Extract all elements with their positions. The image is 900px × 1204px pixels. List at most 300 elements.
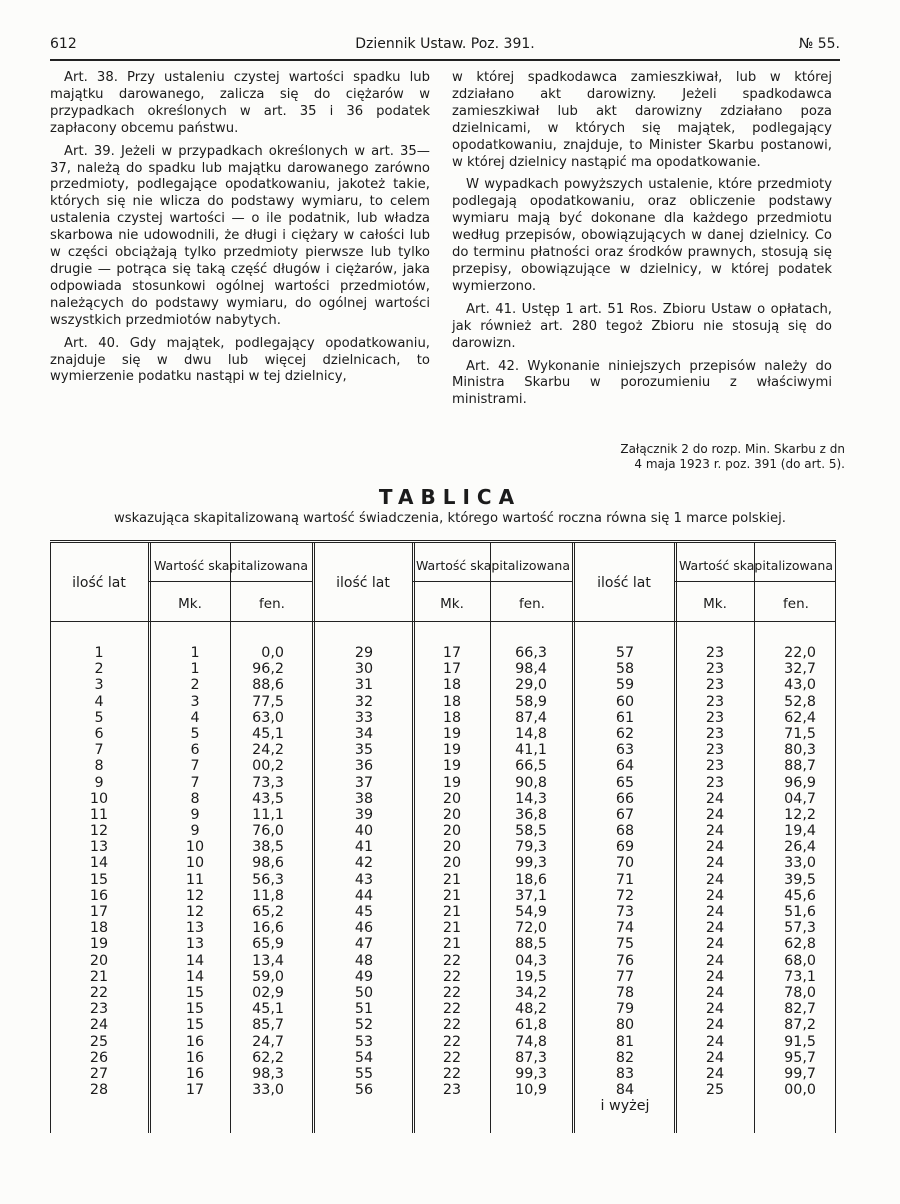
years-cell: 52 <box>354 1017 374 1034</box>
fen-cell: 63,0 <box>252 709 284 726</box>
years-cell: 60 <box>615 693 635 710</box>
table-divider <box>572 543 575 1133</box>
mk-cell: 22 <box>442 968 462 985</box>
years-cell: 49 <box>354 968 374 985</box>
fen-cell: 04,3 <box>515 952 547 969</box>
years-column-2 <box>316 645 412 1098</box>
years-cell: 36 <box>354 758 374 775</box>
mk-cell: 13 <box>185 920 205 937</box>
issue-number: № 55. <box>798 36 840 52</box>
years-cell: 9 <box>94 774 104 791</box>
mk-cell: 22 <box>442 1065 462 1082</box>
years-cell: 7 <box>94 742 104 759</box>
fen-cell: 65,2 <box>252 904 284 920</box>
mk-cell: 20 <box>442 839 462 856</box>
header-subrule <box>148 581 312 582</box>
article-38: Art. 38. Przy ustaleniu czystej wartości spadku lub majątku darowanego, zalicza się do ciężarów w przypadkach określonych w art. 35 i 36 podatek zapłacony obcemu państwu. <box>50 70 430 136</box>
header-mk-2: Mk. <box>440 596 464 612</box>
fen-cell: 88,7 <box>784 758 816 775</box>
years-cell: 28 <box>89 1082 109 1099</box>
annex-note <box>560 442 845 472</box>
years-cell: 10 <box>89 790 109 807</box>
header-mk-1: Mk. <box>178 596 202 612</box>
annex-line-1: Załącznik 2 do rozp. Min. Skarbu z dn <box>620 442 845 456</box>
years-cell: 46 <box>354 920 374 937</box>
fen-cell: 61,8 <box>515 1017 547 1034</box>
years-cell: 79 <box>615 1001 635 1018</box>
years-column-1 <box>50 645 148 1098</box>
fen-cell: 32,7 <box>784 661 816 678</box>
left-column <box>50 70 430 392</box>
mk-cell: 23 <box>705 677 725 694</box>
years-cell: 47 <box>354 936 374 953</box>
years-cell: 12 <box>89 823 109 840</box>
mk-cell: 24 <box>705 1065 725 1082</box>
fen-cell: 71,5 <box>784 725 816 742</box>
header-value-2: Wartość skapitalizowana <box>415 558 571 573</box>
table-border-right <box>835 543 836 1133</box>
years-cell: 48 <box>354 952 374 969</box>
mk-cell: 15 <box>185 1017 205 1034</box>
mk-cell: 17 <box>185 1082 205 1099</box>
years-cell: 58 <box>615 661 635 678</box>
fen-cell: 87,4 <box>515 709 547 726</box>
years-cell: 31 <box>354 677 374 694</box>
fen-cell: 24,7 <box>252 1033 284 1050</box>
years-cell: 30 <box>354 661 374 678</box>
years-cell: 42 <box>354 855 374 872</box>
mk-cell: 1 <box>190 661 200 678</box>
mk-cell: 16 <box>185 1049 205 1066</box>
years-cell: 34 <box>354 725 374 742</box>
years-cell: 45 <box>354 904 374 920</box>
fen-cell: 90,8 <box>515 774 547 791</box>
article-40: Art. 40. Gdy majątek, podlegający opodatkowaniu, znajduje się w dwu lub więcej dzielnicach, to wymierzenie podatku nastąpi w tej dzielnicy, <box>50 335 430 385</box>
years-cell: 22 <box>89 984 109 1001</box>
mk-cell: 24 <box>705 1001 725 1018</box>
mk-cell: 23 <box>705 774 725 791</box>
years-cell: 56 <box>354 1082 374 1099</box>
mk-cell: 21 <box>442 904 462 920</box>
years-cell: 16 <box>89 887 109 904</box>
fen-cell: 18,6 <box>515 871 547 888</box>
fen-cell: 82,7 <box>784 1001 816 1018</box>
years-cell: 77 <box>615 968 635 985</box>
fen-cell: 87,2 <box>784 1017 816 1034</box>
fen-cell: 45,1 <box>252 725 284 742</box>
years-cell: 54 <box>354 1049 374 1066</box>
fen-cell: 56,3 <box>252 871 284 888</box>
fen-cell: 29,0 <box>515 677 547 694</box>
mk-cell: 24 <box>705 952 725 969</box>
fen-cell: 79,3 <box>515 839 547 856</box>
years-cell: 23 <box>89 1001 109 1018</box>
years-cell: 25 <box>89 1033 109 1050</box>
fen-cell: 00,0 <box>784 1082 816 1099</box>
mk-cell: 24 <box>705 839 725 856</box>
mk-cell: 4 <box>190 709 200 726</box>
header-fen-3: fen. <box>783 596 809 612</box>
table-divider <box>312 543 315 1133</box>
mk-cell: 23 <box>705 693 725 710</box>
fen-cell: 04,7 <box>784 790 816 807</box>
mk-cell: 17 <box>442 661 462 678</box>
years-cell: 24 <box>89 1017 109 1034</box>
capitalized-value-table <box>50 540 836 1133</box>
mk-cell: 25 <box>705 1082 725 1099</box>
header-subrule <box>674 581 836 582</box>
fen-cell: 66,3 <box>515 645 547 661</box>
years-cell: 70 <box>615 855 635 872</box>
header-fen-2: fen. <box>519 596 545 612</box>
fen-cell: 62,2 <box>252 1049 284 1066</box>
fen-cell: 58,5 <box>515 823 547 840</box>
header-years-3: ilość lat <box>597 575 651 591</box>
mk-cell: 20 <box>442 806 462 823</box>
page-number: 612 <box>50 36 77 52</box>
mk-cell: 18 <box>442 677 462 694</box>
years-cell: 41 <box>354 839 374 856</box>
years-column-3 <box>576 645 674 1114</box>
mk-column-2 <box>414 645 490 1098</box>
fen-cell: 43,0 <box>784 677 816 694</box>
mk-cell: 24 <box>705 1049 725 1066</box>
mk-cell: 18 <box>442 693 462 710</box>
fen-cell: 0,0 <box>261 645 284 661</box>
years-cell: 75 <box>615 936 635 953</box>
header-value-3: Wartość skapitalizowana <box>678 558 834 573</box>
years-cell: 53 <box>354 1033 374 1050</box>
mk-cell: 21 <box>442 936 462 953</box>
mk-cell: 14 <box>185 952 205 969</box>
mk-cell: 20 <box>442 823 462 840</box>
table-subtitle: wskazująca skapitalizowaną wartość świadczenia, którego wartość roczna równa się 1 marce polskiej. <box>113 511 787 526</box>
fen-cell: 98,4 <box>515 661 547 678</box>
fen-cell: 43,5 <box>252 790 284 807</box>
mk-cell: 15 <box>185 1001 205 1018</box>
mk-cell: 1 <box>190 645 200 661</box>
mk-cell: 11 <box>185 871 205 888</box>
years-cell: 64 <box>615 758 635 775</box>
years-cell: 29 <box>354 645 374 661</box>
table-divider <box>490 543 491 1133</box>
fen-cell: 00,2 <box>252 758 284 775</box>
mk-cell: 24 <box>705 904 725 920</box>
years-cell: 6 <box>94 725 104 742</box>
mk-cell: 19 <box>442 774 462 791</box>
table-title: TABLICA <box>378 485 522 509</box>
years-cell: 66 <box>615 790 635 807</box>
years-cell: 69 <box>615 839 635 856</box>
mk-cell: 5 <box>190 725 200 742</box>
mk-cell: 16 <box>185 1065 205 1082</box>
fen-cell: 33,0 <box>784 855 816 872</box>
fen-cell: 88,5 <box>515 936 547 953</box>
mk-cell: 24 <box>705 790 725 807</box>
mk-cell: 7 <box>190 774 200 791</box>
mk-cell: 23 <box>705 758 725 775</box>
years-cell: 81 <box>615 1033 635 1050</box>
fen-cell: 99,3 <box>515 1065 547 1082</box>
years-cell: i wyżej <box>600 1098 650 1115</box>
article-42: Art. 42. Wykonanie niniejszych przepisów należy do Ministra Skarbu w porozumieniu z właściwymi ministrami. <box>452 358 832 408</box>
years-cell: 74 <box>615 920 635 937</box>
fen-cell: 52,8 <box>784 693 816 710</box>
fen-cell: 33,0 <box>252 1082 284 1099</box>
annex-line-2: 4 maja 1923 r. poz. 391 (do art. 5). <box>634 457 845 471</box>
years-cell: 82 <box>615 1049 635 1066</box>
years-cell: 18 <box>89 920 109 937</box>
journal-title: Dziennik Ustaw. Poz. 391. <box>355 36 535 52</box>
years-cell: 4 <box>94 693 104 710</box>
mk-cell: 19 <box>442 758 462 775</box>
years-cell: 15 <box>89 871 109 888</box>
mk-cell: 23 <box>705 725 725 742</box>
years-cell: 27 <box>89 1065 109 1082</box>
mk-cell: 24 <box>705 1033 725 1050</box>
years-cell: 73 <box>615 904 635 920</box>
fen-cell: 66,5 <box>515 758 547 775</box>
years-cell: 76 <box>615 952 635 969</box>
mk-cell: 20 <box>442 790 462 807</box>
mk-cell: 18 <box>442 709 462 726</box>
mk-cell: 24 <box>705 823 725 840</box>
fen-cell: 45,6 <box>784 887 816 904</box>
mk-cell: 12 <box>185 887 205 904</box>
fen-column-3 <box>756 645 816 1098</box>
years-cell: 8 <box>94 758 104 775</box>
mk-cell: 12 <box>185 904 205 920</box>
mk-cell: 22 <box>442 1017 462 1034</box>
years-cell: 68 <box>615 823 635 840</box>
years-cell: 19 <box>89 936 109 953</box>
years-cell: 20 <box>89 952 109 969</box>
fen-cell: 98,3 <box>252 1065 284 1082</box>
mk-cell: 22 <box>442 984 462 1001</box>
fen-cell: 59,0 <box>252 968 284 985</box>
years-cell: 39 <box>354 806 374 823</box>
fen-cell: 11,1 <box>252 806 284 823</box>
mk-cell: 15 <box>185 984 205 1001</box>
mk-cell: 17 <box>442 645 462 661</box>
fen-cell: 91,5 <box>784 1033 816 1050</box>
years-cell: 72 <box>615 887 635 904</box>
fen-column-1 <box>232 645 284 1098</box>
years-cell: 61 <box>615 709 635 726</box>
article-40-continued: w której spadkodawca zamieszkiwał, lub w której zdziałano akt darowizny. Jeżeli spadkodawca zamieszkiwał lub akt darowizny zdziałano poza dzielnicami, w których się majątek, podlegający opodatkowaniu, znajduje, to Minister Skarbu postanowi, w której dzielnicy nastąpić ma opodatkowanie. <box>452 70 832 170</box>
table-divider <box>754 543 755 1133</box>
mk-cell: 23 <box>705 742 725 759</box>
years-cell: 40 <box>354 823 374 840</box>
fen-cell: 65,9 <box>252 936 284 953</box>
years-cell: 59 <box>615 677 635 694</box>
years-cell: 32 <box>354 693 374 710</box>
years-cell: 57 <box>615 645 635 661</box>
fen-cell: 80,3 <box>784 742 816 759</box>
years-cell: 5 <box>94 709 104 726</box>
years-cell: 35 <box>354 742 374 759</box>
mk-column-3 <box>676 645 754 1098</box>
mk-cell: 24 <box>705 1017 725 1034</box>
mk-cell: 23 <box>705 661 725 678</box>
fen-cell: 37,1 <box>515 887 547 904</box>
mk-cell: 23 <box>705 709 725 726</box>
mk-cell: 8 <box>190 790 200 807</box>
mk-cell: 14 <box>185 968 205 985</box>
mk-cell: 13 <box>185 936 205 953</box>
mk-cell: 24 <box>705 871 725 888</box>
fen-cell: 34,2 <box>515 984 547 1001</box>
years-cell: 83 <box>615 1065 635 1082</box>
table-divider <box>148 543 151 1133</box>
mk-cell: 2 <box>190 677 200 694</box>
years-cell: 37 <box>354 774 374 791</box>
mk-cell: 19 <box>442 742 462 759</box>
years-cell: 14 <box>89 855 109 872</box>
mk-cell: 23 <box>705 645 725 661</box>
page-header <box>50 36 840 58</box>
mk-cell: 24 <box>705 920 725 937</box>
fen-cell: 13,4 <box>252 952 284 969</box>
mk-cell: 16 <box>185 1033 205 1050</box>
years-cell: 71 <box>615 871 635 888</box>
mk-cell: 7 <box>190 758 200 775</box>
years-cell: 3 <box>94 677 104 694</box>
fen-cell: 96,2 <box>252 661 284 678</box>
mk-cell: 20 <box>442 855 462 872</box>
fen-cell: 88,6 <box>252 677 284 694</box>
years-cell: 38 <box>354 790 374 807</box>
header-subrule <box>412 581 572 582</box>
mk-cell: 23 <box>442 1082 462 1099</box>
mk-cell: 22 <box>442 1001 462 1018</box>
years-cell: 50 <box>354 984 374 1001</box>
fen-cell: 02,9 <box>252 984 284 1001</box>
fen-cell: 38,5 <box>252 839 284 856</box>
fen-cell: 62,4 <box>784 709 816 726</box>
mk-cell: 24 <box>705 887 725 904</box>
fen-column-2 <box>492 645 547 1098</box>
article-41: Art. 41. Ustęp 1 art. 51 Ros. Zbioru Ustaw o opłatach, jak również art. 280 tegoż Zbioru nie stosują się do darowizn. <box>452 301 832 351</box>
fen-cell: 95,7 <box>784 1049 816 1066</box>
fen-cell: 76,0 <box>252 823 284 840</box>
fen-cell: 98,6 <box>252 855 284 872</box>
fen-cell: 72,0 <box>515 920 547 937</box>
header-rule <box>50 59 840 61</box>
fen-cell: 77,5 <box>252 693 284 710</box>
fen-cell: 39,5 <box>784 871 816 888</box>
article-40-paragraph-2: W wypadkach powyższych ustalenie, które przedmioty podlegają opodatkowaniu, oraz obliczenie podstawy wymiaru mają być dokonane dla każdego przedmiotu według przepisów, obowiązujących w danej dzielnicy. Co do terminu płatności oraz środków prawnych, stosują się przepisy, obowiązujące w dzielnicy, w której podatek wymierzono. <box>452 177 832 294</box>
mk-cell: 19 <box>442 725 462 742</box>
fen-cell: 73,3 <box>252 774 284 791</box>
years-cell: 80 <box>615 1017 635 1034</box>
mk-cell: 6 <box>190 742 200 759</box>
fen-cell: 57,3 <box>784 920 816 937</box>
mk-cell: 22 <box>442 1049 462 1066</box>
years-cell: 67 <box>615 806 635 823</box>
years-cell: 2 <box>94 661 104 678</box>
years-cell: 11 <box>89 806 109 823</box>
years-cell: 84 <box>615 1082 635 1099</box>
fen-cell: 62,8 <box>784 936 816 953</box>
table-divider <box>230 543 231 1133</box>
fen-cell: 78,0 <box>784 984 816 1001</box>
header-bottom-rule <box>50 621 836 622</box>
mk-cell: 22 <box>442 1033 462 1050</box>
mk-cell: 21 <box>442 887 462 904</box>
mk-cell: 10 <box>185 855 205 872</box>
years-cell: 63 <box>615 742 635 759</box>
header-years-1: ilość lat <box>72 575 126 591</box>
mk-cell: 22 <box>442 952 462 969</box>
mk-cell: 21 <box>442 871 462 888</box>
fen-cell: 99,7 <box>784 1065 816 1082</box>
mk-cell: 24 <box>705 806 725 823</box>
years-cell: 65 <box>615 774 635 791</box>
years-cell: 13 <box>89 839 109 856</box>
mk-cell: 21 <box>442 920 462 937</box>
mk-cell: 24 <box>705 855 725 872</box>
fen-cell: 22,0 <box>784 645 816 661</box>
fen-cell: 12,2 <box>784 806 816 823</box>
header-years-2: ilość lat <box>336 575 390 591</box>
fen-cell: 14,8 <box>515 725 547 742</box>
mk-cell: 24 <box>705 968 725 985</box>
mk-cell: 3 <box>190 693 200 710</box>
right-column <box>452 70 832 415</box>
years-cell: 21 <box>89 968 109 985</box>
fen-cell: 16,6 <box>252 920 284 937</box>
fen-cell: 48,2 <box>515 1001 547 1018</box>
years-cell: 1 <box>94 645 104 661</box>
fen-cell: 74,8 <box>515 1033 547 1050</box>
mk-cell: 24 <box>705 984 725 1001</box>
fen-cell: 45,1 <box>252 1001 284 1018</box>
years-cell: 55 <box>354 1065 374 1082</box>
years-cell: 78 <box>615 984 635 1001</box>
fen-cell: 96,9 <box>784 774 816 791</box>
fen-cell: 54,9 <box>515 904 547 920</box>
mk-column-1 <box>160 645 230 1098</box>
fen-cell: 85,7 <box>252 1017 284 1034</box>
fen-cell: 99,3 <box>515 855 547 872</box>
years-cell: 43 <box>354 871 374 888</box>
header-value-1: Wartość skapitalizowana <box>153 558 309 573</box>
article-39: Art. 39. Jeżeli w przypadkach określonych w art. 35—37, należą do spadku lub majątku darowanego zarówno przedmioty, podlegające opodatkowaniu, jakoteż takie, których się nie wlicza do podstawy wymiaru, to celem ustalenia czystej wartości — o ile podatnik, lub władza skarbowa nie udowodnili, że długi i ciężary w całości lub w części obciążają tylko przedmioty pierwsze lub tylko drugie — potrąca się taką część długów i ciężarów, jaka odpowiada stosunkowi ogólnej wartości przedmiotów, należących do podstawy wymiaru, do ogólnej wartości wszystkich przedmiotów nabytych. <box>50 143 430 328</box>
mk-cell: 9 <box>190 823 200 840</box>
fen-cell: 14,3 <box>515 790 547 807</box>
years-cell: 33 <box>354 709 374 726</box>
years-cell: 44 <box>354 887 374 904</box>
fen-cell: 19,5 <box>515 968 547 985</box>
years-cell: 17 <box>89 904 109 920</box>
years-cell: 51 <box>354 1001 374 1018</box>
fen-cell: 11,8 <box>252 887 284 904</box>
fen-cell: 87,3 <box>515 1049 547 1066</box>
mk-cell: 24 <box>705 936 725 953</box>
mk-cell: 10 <box>185 839 205 856</box>
fen-cell: 24,2 <box>252 742 284 759</box>
years-cell: 26 <box>89 1049 109 1066</box>
fen-cell: 68,0 <box>784 952 816 969</box>
fen-cell: 19,4 <box>784 823 816 840</box>
years-cell: 62 <box>615 725 635 742</box>
mk-cell: 9 <box>190 806 200 823</box>
fen-cell: 36,8 <box>515 806 547 823</box>
fen-cell: 73,1 <box>784 968 816 985</box>
fen-cell: 10,9 <box>515 1082 547 1099</box>
fen-cell: 51,6 <box>784 904 816 920</box>
